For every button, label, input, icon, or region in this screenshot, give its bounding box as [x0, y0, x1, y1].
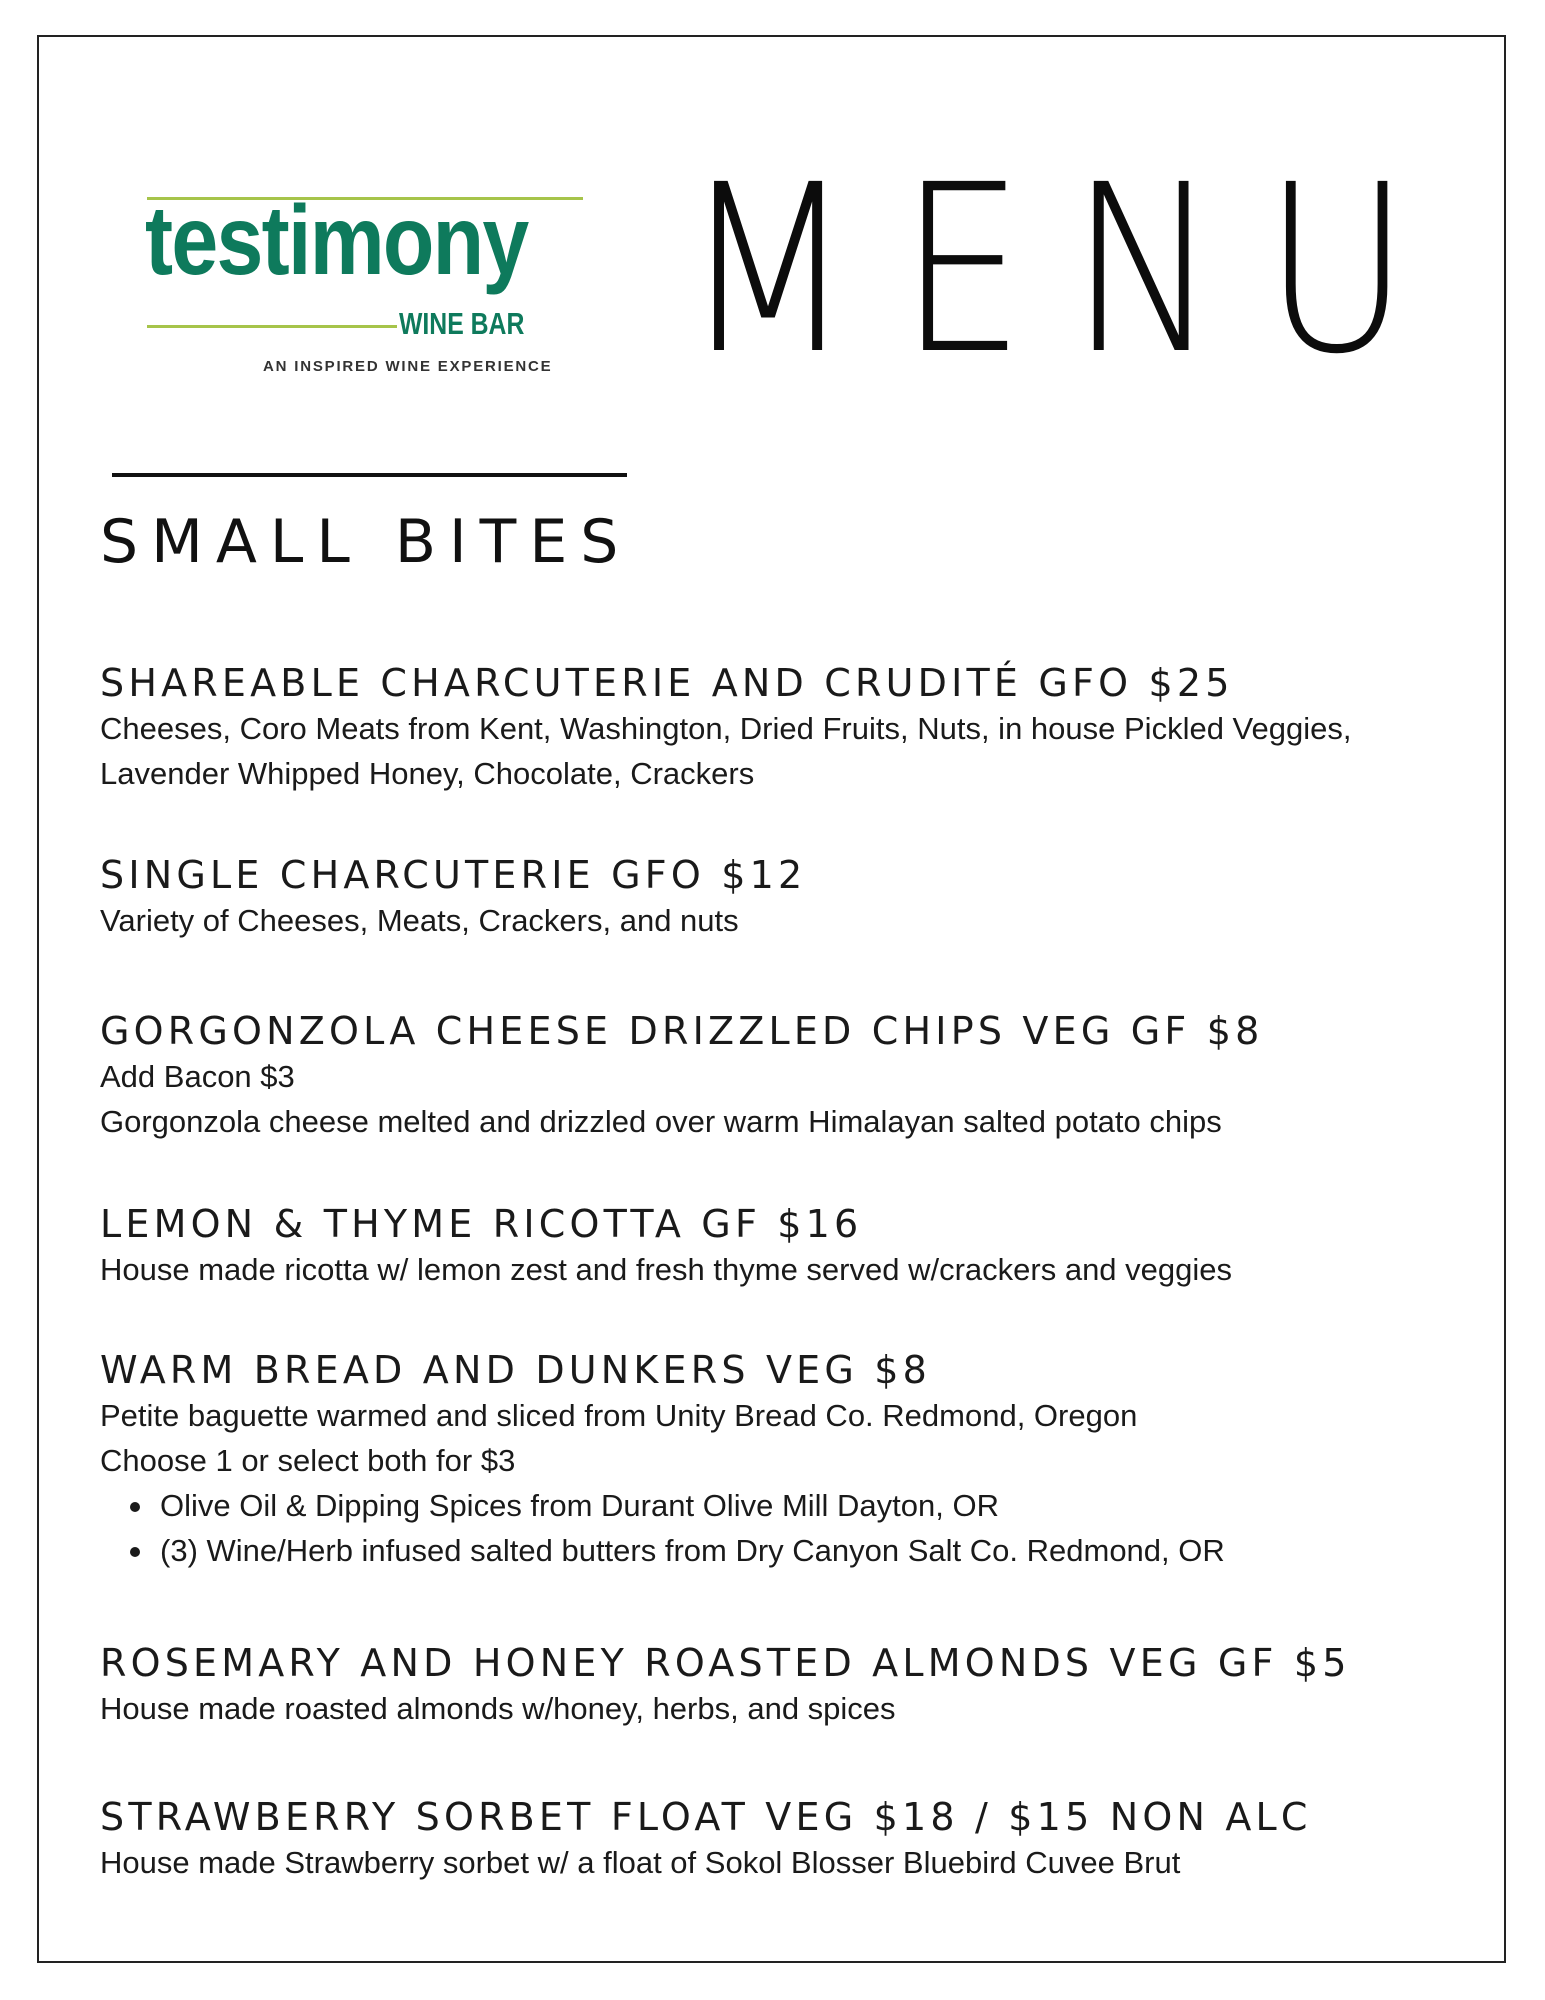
- logo-bottom-rule: [147, 325, 397, 328]
- menu-item: [100, 1008, 1490, 1144]
- section-divider: [112, 473, 627, 477]
- item-heading: SHAREABLE CHARCUTERIE AND CRUDITÉ GFO $25: [100, 661, 1234, 705]
- menu-item: [100, 1640, 1490, 1731]
- item-bullet: Olive Oil & Dipping Spices from Durant Olive Mill Dayton, OR: [160, 1483, 1490, 1528]
- item-heading: WARM BREAD AND DUNKERS VEG $8: [100, 1348, 932, 1392]
- item-description: Petite baguette warmed and sliced from Unity Bread Co. Redmond, Oregon: [100, 1398, 1138, 1433]
- item-description: Add Bacon $3: [100, 1059, 295, 1094]
- item-description: Variety of Cheeses, Meats, Crackers, and nuts: [100, 903, 739, 938]
- item-description: House made Strawberry sorbet w/ a float of Sokol Blosser Bluebird Cuvee Brut: [100, 1845, 1181, 1880]
- item-heading: STRAWBERRY SORBET FLOAT VEG $18 / $15 NON ALC: [100, 1795, 1312, 1839]
- item-description: Lavender Whipped Honey, Chocolate, Crackers: [100, 756, 755, 791]
- menu-item: [100, 1347, 1490, 1573]
- item-description: House made ricotta w/ lemon zest and fresh thyme served w/crackers and veggies: [100, 1252, 1233, 1287]
- item-heading: SINGLE CHARCUTERIE GFO $12: [100, 853, 807, 897]
- logo-tagline: AN INSPIRED WINE EXPERIENCE: [263, 358, 553, 375]
- item-bullet: (3) Wine/Herb infused salted butters from Dry Canyon Salt Co. Redmond, OR: [160, 1528, 1490, 1573]
- item-bullet-list: [100, 1483, 1490, 1573]
- menu-title: MENU: [682, 135, 1455, 405]
- item-heading: GORGONZOLA CHEESE DRIZZLED CHIPS VEG GF $8: [100, 1009, 1264, 1053]
- logo-subtitle: WINE BAR: [399, 306, 525, 341]
- item-heading: ROSEMARY AND HONEY ROASTED ALMONDS VEG GF $5: [100, 1641, 1351, 1685]
- logo-wordmark: testimony: [145, 185, 528, 295]
- testimony-logo: [145, 185, 585, 385]
- section-title: SMALL BITES: [100, 507, 632, 577]
- item-description: Gorgonzola cheese melted and drizzled over warm Himalayan salted potato chips: [100, 1104, 1222, 1139]
- item-description: Cheeses, Coro Meats from Kent, Washington, Dried Fruits, Nuts, in house Pickled Veggies,: [100, 711, 1352, 746]
- menu-item: [100, 1201, 1490, 1292]
- menu-item: [100, 660, 1490, 796]
- menu-item: [100, 852, 1490, 943]
- menu-item: [100, 1794, 1490, 1885]
- item-heading: LEMON & THYME RICOTTA GF $16: [100, 1202, 863, 1246]
- item-description: Choose 1 or select both for $3: [100, 1443, 516, 1478]
- item-description: House made roasted almonds w/honey, herbs, and spices: [100, 1691, 896, 1726]
